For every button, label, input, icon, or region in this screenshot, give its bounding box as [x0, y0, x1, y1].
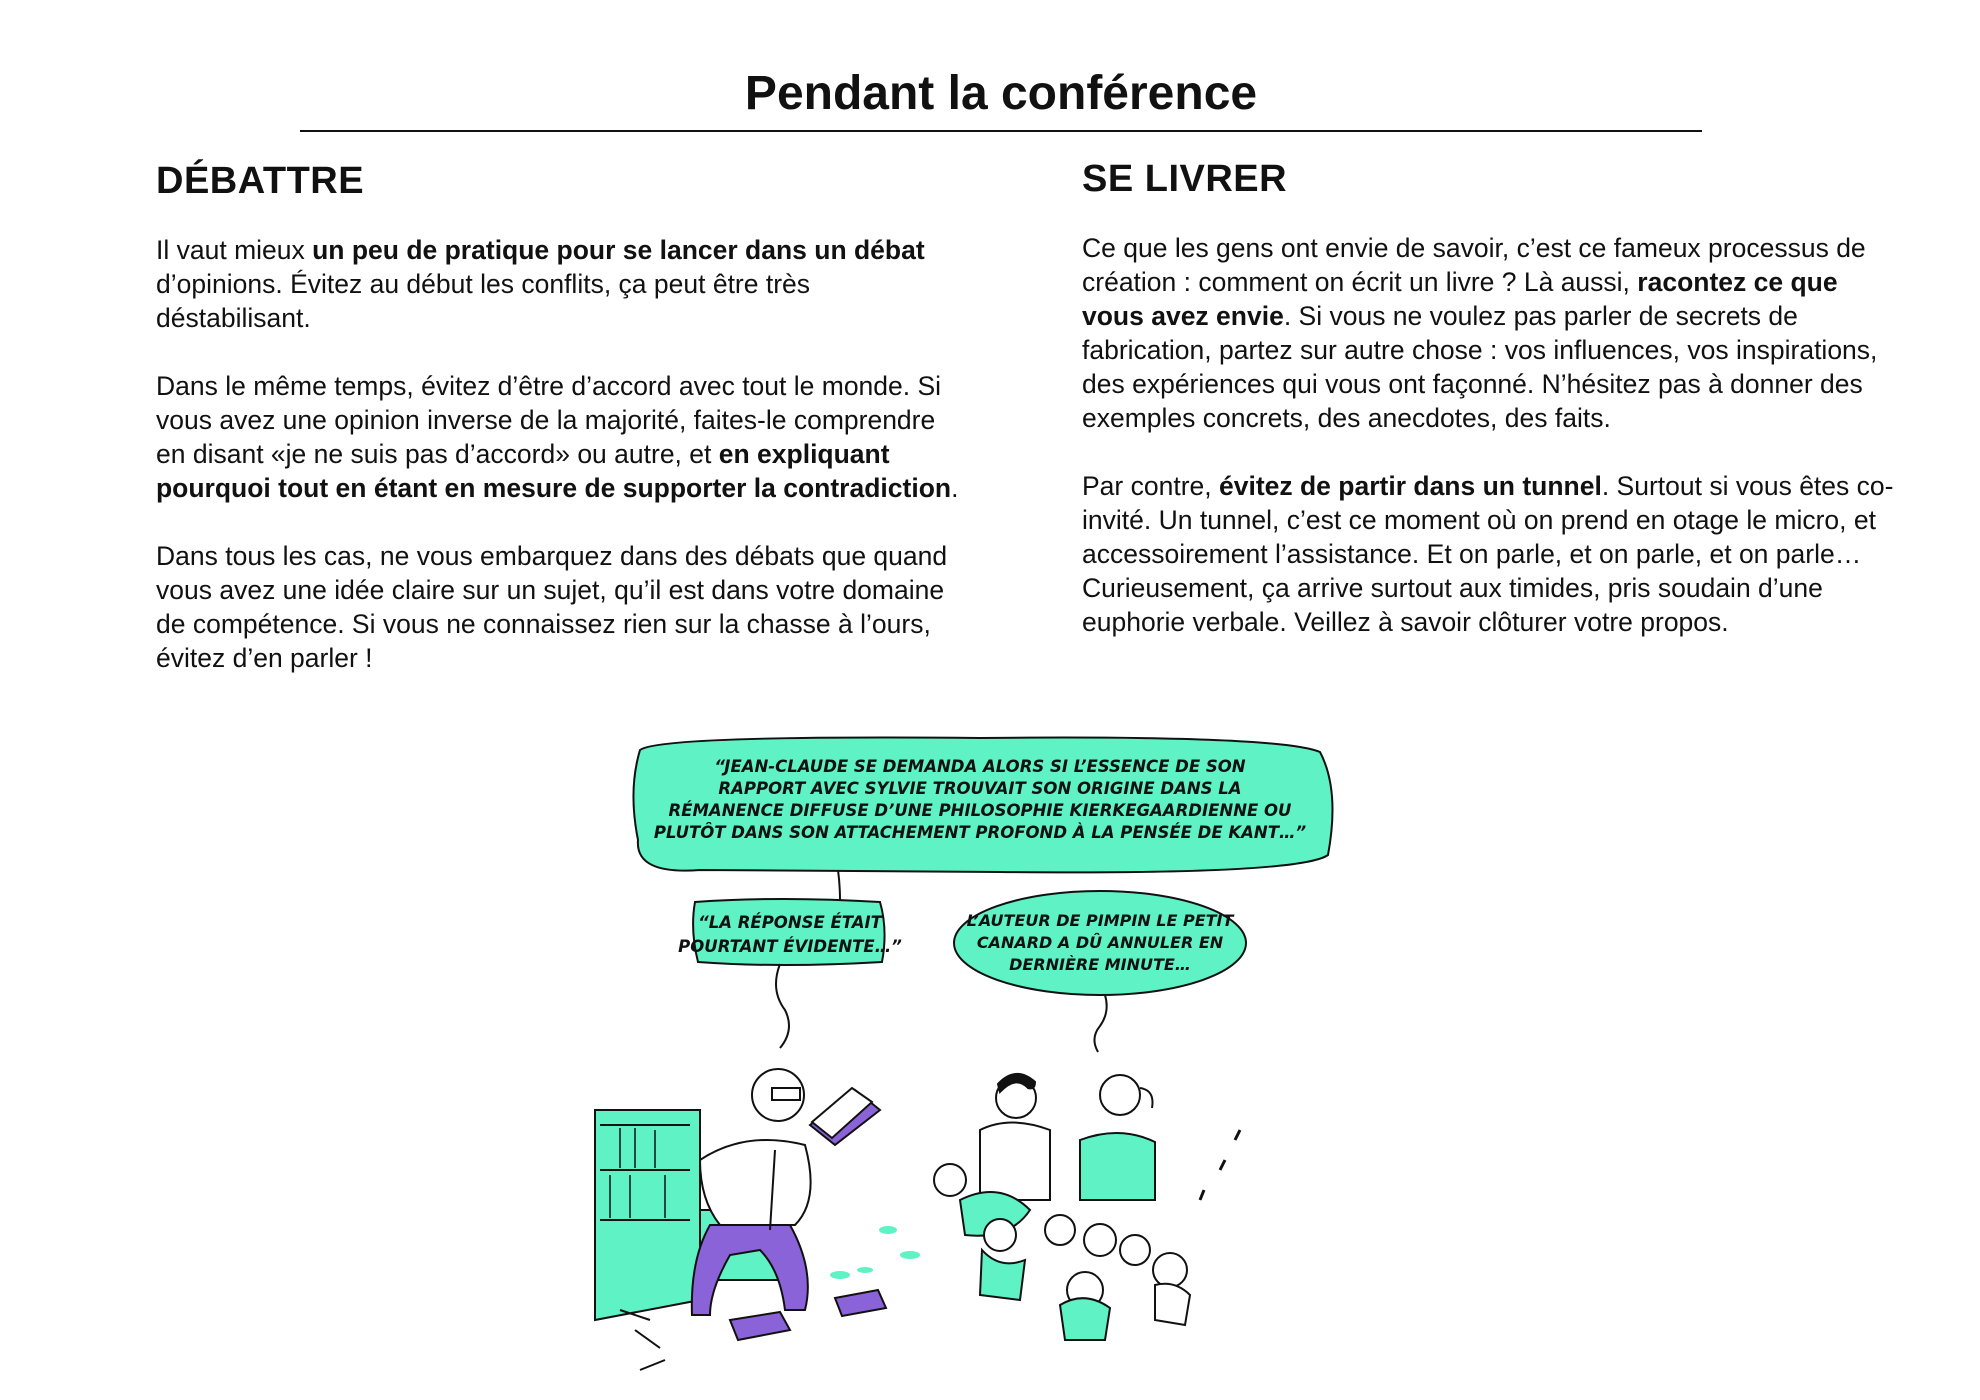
- title-underline: [300, 130, 1702, 132]
- bubble-top-line: RÉMANENCE DIFFUSE D’UNE PHILOSOPHIE KIERKEGAARDIENNE OU: [668, 801, 1292, 820]
- comic-illustration: [580, 730, 1380, 1380]
- bold-run: racontez ce que vous avez envie: [1082, 267, 1838, 331]
- section-heading: DÉBATTRE: [156, 160, 365, 202]
- page-title: Pendant la conférence: [744, 67, 1258, 120]
- bubble-right-line: CANARD A DÛ ANNULER EN: [976, 933, 1224, 952]
- bookshelf: [595, 1110, 700, 1320]
- paragraph: [1082, 469, 1902, 639]
- text-run: Dans le même temps, évitez d’être d’accord avec tout le monde. Si vous avez une opinion inverse de la majorité, faites-le comprendre en disant «je ne suis pas d’accord» ou autre, et: [156, 371, 942, 469]
- motion-marks: [830, 1226, 920, 1279]
- bold-run: un peu de pratique pour se lancer dans un débat: [312, 235, 925, 265]
- bubble-right-line: L’AUTEUR DE PIMPIN LE PETIT: [966, 911, 1234, 930]
- reader-figure: [692, 1069, 880, 1315]
- text-run: Ce que les gens ont envie de savoir, c’est ce fameux processus de création : comment on écrit un livre ? Là aussi,: [1082, 233, 1866, 297]
- text-run: . Surtout si vous êtes co-invité. Un tunnel, c’est ce moment où on prend en otage le micro, et accessoirement l’assistance. Et on parle, et on parle, et on parle… Curieusement, ça arrive surtout aux timides, pris soudain d’une euphorie verbale. Veillez à savoir clôturer votre propos.: [1082, 471, 1894, 637]
- bold-run: évitez de partir dans un tunnel: [1218, 471, 1602, 501]
- paragraph: [1082, 231, 1902, 435]
- text-run: Par contre,: [1082, 471, 1219, 501]
- section-debattre: [156, 160, 966, 709]
- bubble-top-line: RAPPORT AVEC SYLVIE TROUVAIT SON ORIGINE DANS LA: [718, 779, 1242, 798]
- text-run: .: [951, 473, 959, 503]
- bubble-top-line: PLUTÔT DANS SON ATTACHEMENT PROFOND À LA PENSÉE DE KANT…”: [653, 823, 1307, 842]
- paragraph: [156, 233, 966, 335]
- paragraph: [156, 369, 966, 505]
- text-run: . Si vous ne voulez pas parler de secrets de fabrication, partez sur autre chose : vos influences, vos inspirations, des expériences qui vous ont façonné. N’hésitez pas à donner des exemples concrets, des anecdotes, des faits.: [1082, 301, 1878, 433]
- audience-group: [934, 1074, 1240, 1340]
- section-heading: SE LIVRER: [1082, 158, 1288, 200]
- bubble-top-line: “JEAN-CLAUDE SE DEMANDA ALORS SI L’ESSENCE DE SON: [714, 757, 1246, 776]
- text-run: Dans tous les cas, ne vous embarquez dans des débats que quand vous avez une idée claire sur un sujet, qu’il est dans votre domaine de compétence. Si vous ne connaissez rien sur la chasse à l’ours, évitez d’en parler !: [156, 541, 948, 673]
- paragraph: [156, 539, 966, 675]
- bubble-tail: [1094, 995, 1106, 1052]
- text-run: d’opinions. Évitez au début les conflits, ça peut être très déstabilisant.: [156, 269, 811, 333]
- text-run: Il vaut mieux: [156, 235, 313, 265]
- bold-run: en expliquant pourquoi tout en étant en mesure de supporter la contradiction: [156, 439, 952, 503]
- section-se-livrer: [1082, 158, 1902, 673]
- bubble-right-line: DERNIÈRE MINUTE…: [1009, 955, 1191, 974]
- bubble-left-line: POURTANT ÉVIDENTE…”: [678, 937, 902, 956]
- bubble-tail: [776, 964, 789, 1048]
- bubble-left-line: “LA RÉPONSE ÉTAIT: [698, 913, 882, 932]
